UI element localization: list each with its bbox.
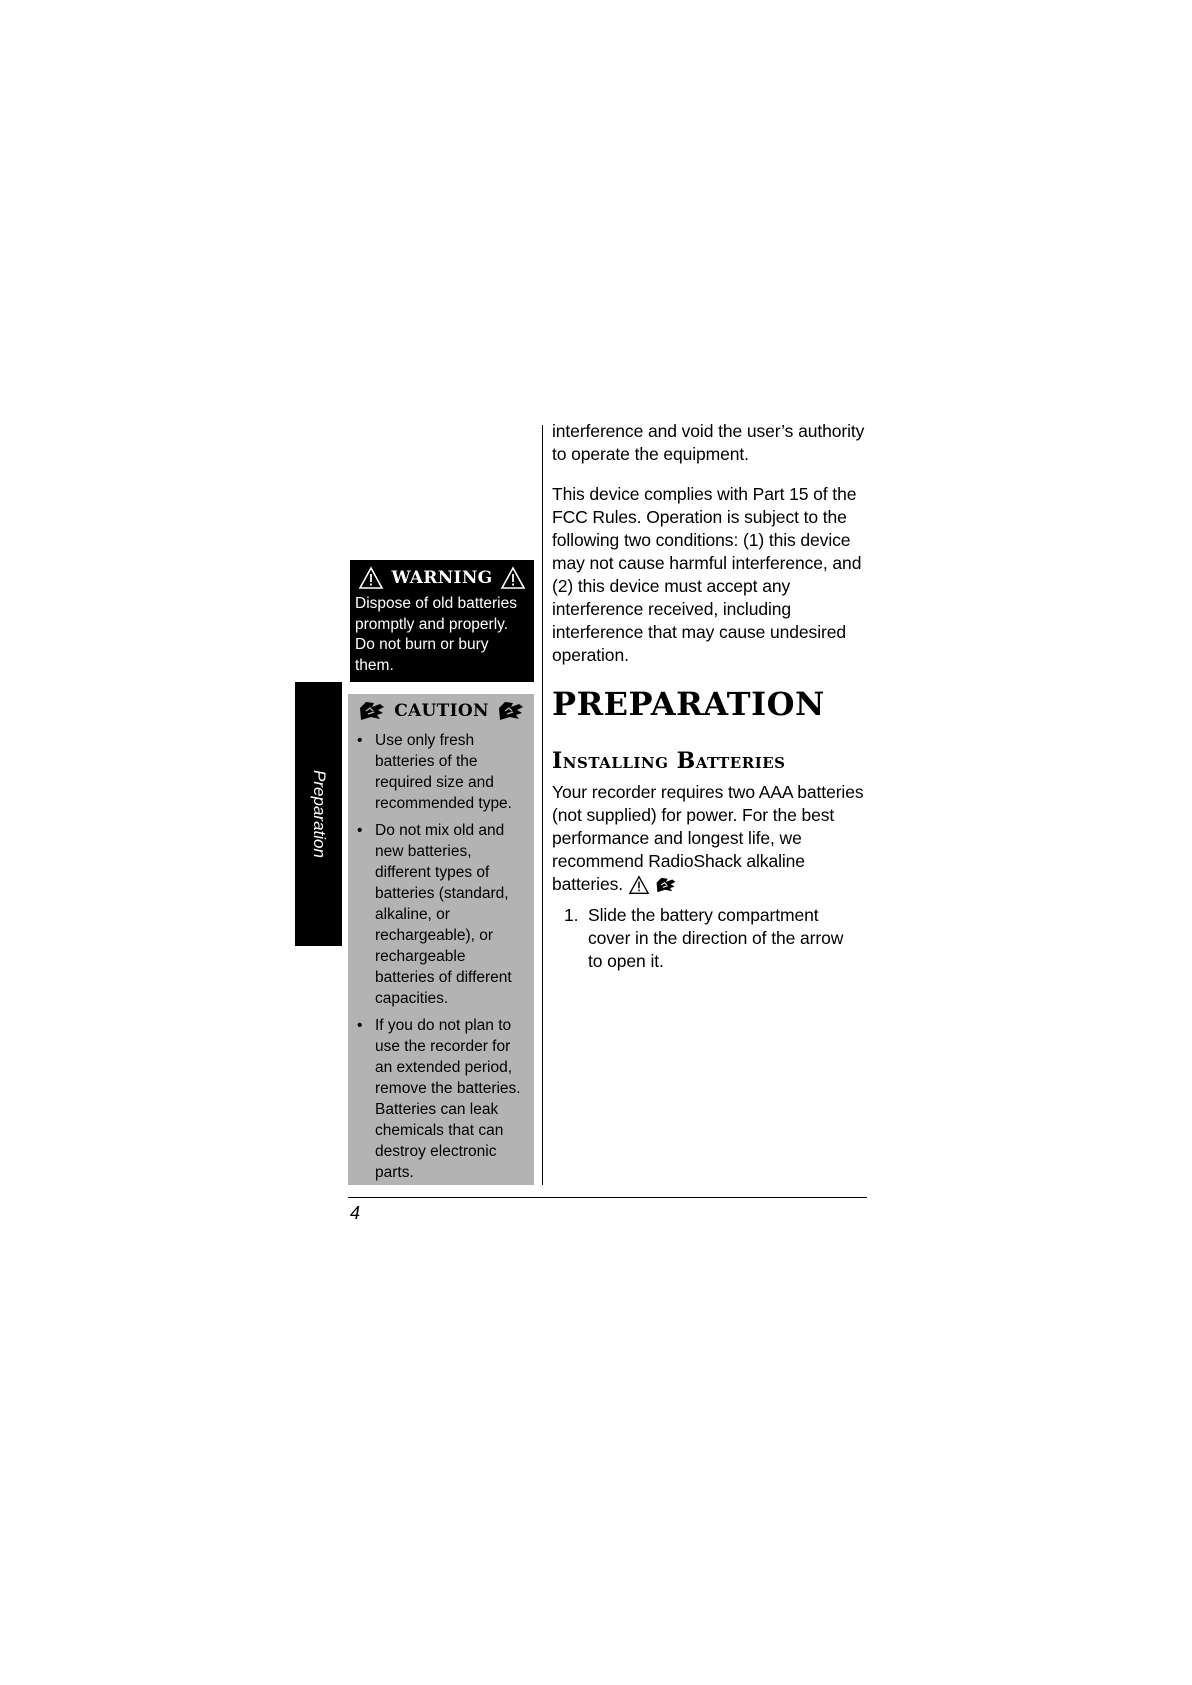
- column-divider: [542, 425, 543, 1185]
- caution-hand-icon: [497, 700, 525, 722]
- warning-title-row: [355, 566, 529, 590]
- step-text: Slide the battery compartment cover in the direction of the arrow to open it.: [588, 905, 844, 971]
- warning-title: WARNING: [391, 568, 493, 588]
- warning-triangle-icon: [500, 566, 526, 590]
- caution-hand-icon: [655, 876, 677, 894]
- caution-item: • If you do not plan to use the recorder for an extended period, remove the batteries. Batteries can leak chemicals that can destroy electronic parts.: [355, 1015, 528, 1183]
- fcc-paragraph: This device complies with Part 15 of the FCC Rules. Operation is subject to the following two conditions: (1) this device may not cause harmful interference, and (2) this device must accept any interference received, including interference that may cause undesired operation.: [552, 484, 862, 665]
- subsection-title: Installing Batteries: [552, 748, 786, 774]
- page-number: 4: [350, 1203, 361, 1223]
- continued-paragraph: interference and void the user’s authority to operate the equipment.: [552, 421, 865, 464]
- step-item: [552, 904, 868, 973]
- steps-list: [552, 904, 868, 973]
- step-number: 1.: [564, 905, 579, 925]
- intro-paragraph: [552, 781, 868, 896]
- main-column: [552, 420, 868, 973]
- footer-rule: [348, 1197, 867, 1198]
- warning-triangle-icon: [628, 875, 650, 895]
- warning-triangle-icon: [358, 566, 384, 590]
- caution-list: [355, 730, 528, 1183]
- side-tab-label: Preparation: [309, 770, 329, 858]
- warning-box: [350, 560, 534, 682]
- warning-body: Dispose of old batteries promptly and properly. Do not burn or bury them.: [355, 595, 517, 674]
- caution-item: • Use only fresh batteries of the required size and recommended type.: [355, 730, 528, 814]
- caution-title: CAUTION: [394, 701, 489, 721]
- caution-item: • Do not mix old and new batteries, different types of batteries (standard, alkaline, or rechargeable), or rechargeable batteries of different capacities.: [355, 820, 528, 1009]
- section-side-tab: [295, 682, 342, 946]
- caution-title-row: [355, 700, 528, 722]
- section-title: PREPARATION: [552, 685, 825, 723]
- caution-box: [348, 694, 534, 1185]
- intro-text: Your recorder requires two AAA batteries (not supplied) for power. For the best performance and longest life, we recommend RadioShack alkaline batteries.: [552, 782, 864, 894]
- caution-hand-icon: [358, 700, 386, 722]
